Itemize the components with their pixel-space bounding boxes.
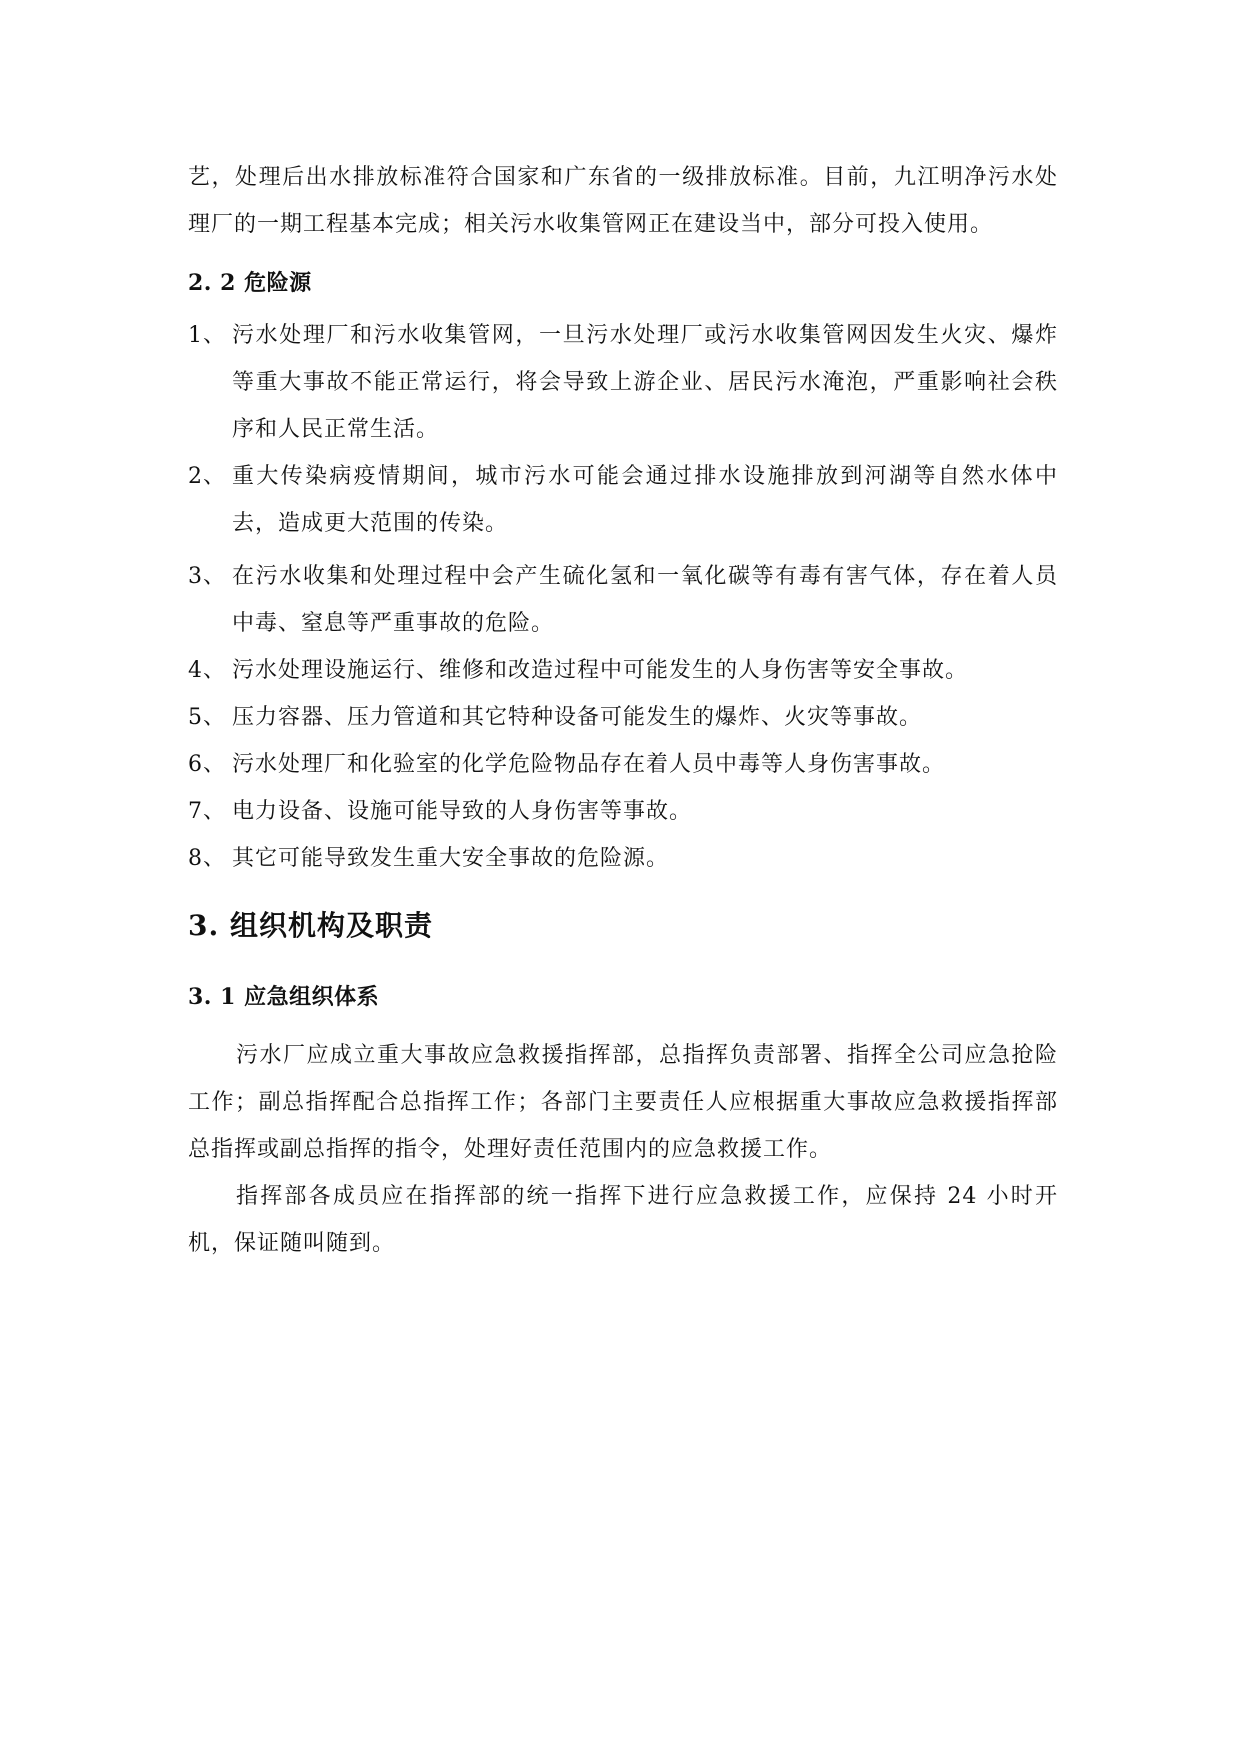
list-item [188,788,1058,835]
list-item [188,835,1058,882]
list-item-text: 污水处理厂和污水收集管网，一旦污水处理厂或污水收集管网因发生火灾、爆炸等重大事故不能正常运行，将会导致上游企业、居民污水淹泡，严重影响社会秩序和人民正常生活。 [232,323,1058,442]
section-2-2-heading: 2. 2 危险源 [188,270,312,296]
list-item [188,453,1058,547]
section-3-1-heading: 3. 1 应急组织体系 [188,984,380,1010]
list-item-text: 污水处理设施运行、维修和改造过程中可能发生的人身伤害等安全事故。 [232,658,969,683]
list-item-number: 8、 [188,846,226,871]
section-3-1-paragraph: 指挥部各成员应在指挥部的统一指挥下进行应急救援工作，应保持 24 小时开机，保证随叫随到。 [188,1184,1058,1256]
list-item [188,741,1058,788]
list-item-number: 1、 [188,323,226,348]
list-item-text: 其它可能导致发生重大安全事故的危险源。 [232,846,670,871]
section-3-heading: 3. 组织机构及职责 [188,909,433,942]
intro-paragraph: 艺，处理后出水排放标准符合国家和广东省的一级排放标准。目前，九江明净污水处理厂的一期工程基本完成；相关污水收集管网正在建设当中，部分可投入使用。 [188,165,1058,237]
list-item-text: 污水处理厂和化验室的化学危险物品存在着人员中毒等人身伤害事故。 [232,752,946,777]
list-item-text: 压力容器、压力管道和其它特种设备可能发生的爆炸、火灾等事故。 [232,705,923,730]
list-item-number: 6、 [188,752,226,777]
list-item [188,694,1058,741]
list-item-number: 5、 [188,705,226,730]
list-item-text: 电力设备、设施可能导致的人身伤害等事故。 [232,799,693,824]
list-item-text: 在污水收集和处理过程中会产生硫化氢和一氧化碳等有毒有害气体，存在着人员中毒、窒息等严重事故的危险。 [232,564,1058,636]
list-item [188,553,1058,647]
list-item-text: 重大传染病疫情期间，城市污水可能会通过排水设施排放到河湖等自然水体中去，造成更大范围的传染。 [232,464,1058,536]
list-item-number: 7、 [188,799,226,824]
list-item-number: 3、 [188,564,226,589]
list-item [188,312,1058,453]
list-item-number: 2、 [188,464,226,489]
section-3-1-paragraph: 污水厂应成立重大事故应急救援指挥部，总指挥负责部署、指挥全公司应急抢险工作；副总指挥配合总指挥工作；各部门主要责任人应根据重大事故应急救援指挥部总指挥或副总指挥的指令，处理好责任范围内的应急救援工作。 [188,1043,1058,1162]
page-content [188,154,1058,1267]
list-item [188,647,1058,694]
list-item-number: 4、 [188,658,226,683]
hazard-list [188,312,1058,882]
